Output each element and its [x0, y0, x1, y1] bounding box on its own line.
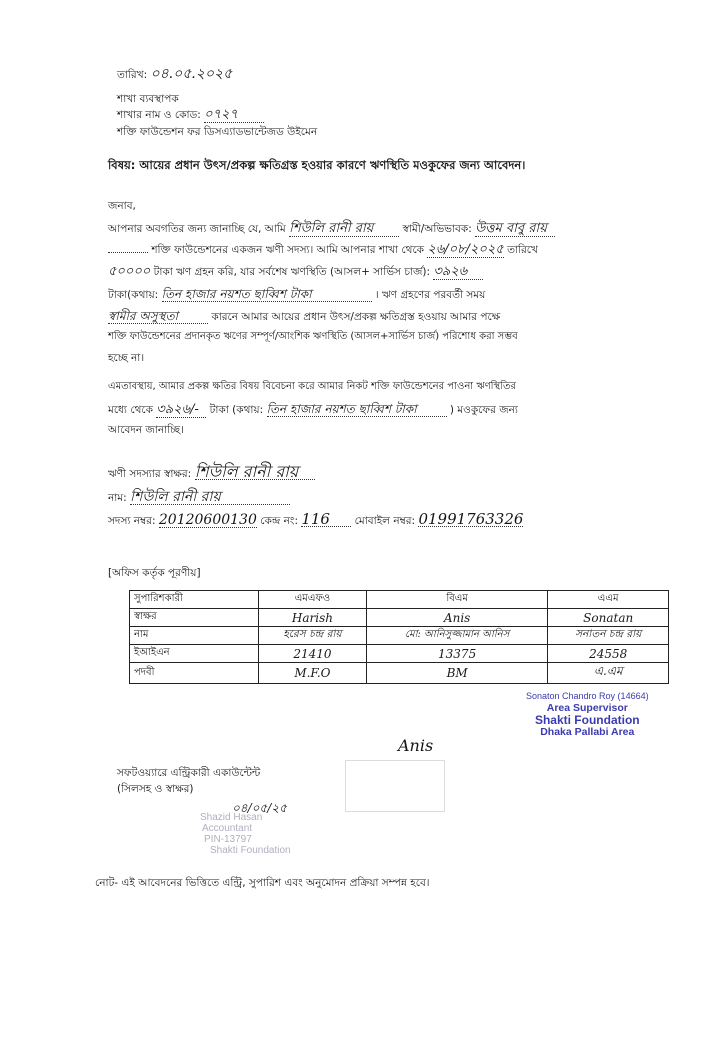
accountant-seal-line	[117, 782, 194, 796]
member-sign-label: ঋণী সদস্যার স্বাক্ষর:	[108, 468, 192, 480]
para1-line3	[108, 265, 483, 280]
para2-text-3: টাকা (কথায়:	[209, 404, 264, 416]
para2-line2	[108, 402, 518, 418]
am-name: সনাতন চন্দ্র রায়	[548, 627, 669, 645]
am-designation: এ.এম	[548, 663, 669, 684]
center-label: কেন্দ্র নং:	[260, 515, 298, 527]
date-line	[117, 62, 232, 86]
para2-text-2: মধ্যে থেকে	[108, 404, 153, 416]
para1-text-1: আপনার অবগতির জন্য জানাচ্ছি যে, আমি	[108, 223, 286, 235]
para1-line2	[108, 243, 538, 258]
mfo-signature: Harish	[259, 609, 367, 627]
para2-line3: আবেদন জানাচ্ছি।	[108, 424, 184, 436]
am-signature: Sonatan	[548, 609, 669, 627]
mfo-name: হরেস চন্দ্র রায়	[259, 627, 367, 645]
am-stamp-line4: Dhaka Pallabi Area	[540, 726, 635, 738]
accountant-title: সফটওয়্যারে এন্ট্রিকারী একাউন্টেন্ট	[117, 767, 261, 779]
para1-text-4: তারিখে	[507, 244, 538, 256]
para1-text-3: শক্তি ফাউন্ডেশনের একজন ঋণী সদস্য। আমি আপনার শাখা থেকে	[151, 244, 425, 256]
bm-name: মো: আনিসুজ্জামান আনিস	[366, 627, 548, 645]
para1-text-5: টাকা ঋণ গ্রহন করি, যার সর্বশেষ ঋণস্থিতি (আসল+ সার্ভিস চার্জ):	[153, 266, 431, 278]
member-name-label: নাম:	[108, 492, 127, 504]
balance-words-fill: তিন হাজার নয়শত ছাব্বিশ টাকা	[162, 287, 372, 302]
salutation: জনাব,	[108, 200, 136, 212]
mfo-designation: M.F.O	[259, 663, 367, 684]
branch-value: ০৭২৭	[204, 108, 264, 123]
org-line: শক্তি ফাউন্ডেশন ফর ডিসএ্যাডভান্টেজড উইমেন	[117, 126, 318, 138]
table-row	[130, 663, 669, 684]
waiver-words-fill: তিন হাজার নয়শত ছাব্বিশ টাকা	[267, 402, 447, 417]
para1-line5	[108, 309, 500, 324]
balance-fill: ৩৯২৬	[433, 265, 483, 280]
para1-line7: হচ্ছে না।	[108, 352, 145, 364]
addressee-title: শাখা ব্যবস্থাপক	[117, 93, 179, 105]
table-header-cell: সুপারিশকারী	[130, 591, 259, 609]
branch-label: শাখার নাম ও কোড:	[117, 109, 201, 121]
member-name-line	[108, 490, 290, 505]
am-stamp	[526, 690, 649, 738]
para1-line6: শক্তি ফাউন্ডেশনের প্রদানকৃত ঋণের সম্পূর্ণ/আংশিক ঋণস্থিতি (আসল+সার্ভিস চার্জ) পরিশোধ করা সম্ভব	[108, 331, 518, 342]
am-stamp-line2: Area Supervisor	[546, 702, 628, 714]
guardian-fill: উত্তম বাবু রায়	[475, 222, 555, 237]
mobile-value: 01991763326	[418, 510, 524, 528]
accountant-stamp-line3: PIN-13797	[204, 834, 252, 845]
para2-line1: এমতাবস্থায়, আমার প্রকল্প ক্ষতির বিষয় বিবেচনা করে আমার নিকট শক্তি ফাউন্ডেশনের পাওনা ঋণস্থিতির	[108, 381, 517, 392]
date-value: ০৪.০৫.২০২৫	[150, 66, 233, 82]
am-ein: 24558	[548, 645, 669, 663]
loan-date-fill: ২৬/০৮/২০২৫	[427, 242, 504, 257]
subject-line: বিষয়: আয়ের প্রধান উৎস/প্রকল্প ক্ষতিগ্রস্ত হওয়ার কারণে ঋণস্থিতি মওকুফের জন্য আবেদন।	[108, 158, 526, 172]
para1-text-8: কারনে আমার আয়ের প্রধান উৎস/প্রকল্প ক্ষতিগ্রস্ত হওয়ায় আমার পক্ষে	[211, 311, 501, 323]
member-number-label: সদস্য নম্বর:	[108, 515, 156, 527]
member-id-line	[108, 512, 523, 528]
member-signature: শিউলি রানী রায়	[195, 465, 315, 480]
table-header-cell: এএম	[548, 591, 669, 609]
faint-stamp-ghost	[345, 760, 445, 820]
member-name-value: শিউলি রানী রায়	[130, 490, 290, 505]
para2-text-4: ) মওকুফের জন্য	[449, 404, 518, 416]
reason-fill: স্বামীর অসুস্থতা	[108, 309, 208, 324]
row-label: ইআইএন	[130, 645, 259, 663]
para1-line4	[108, 287, 485, 302]
para1-blank	[108, 252, 148, 253]
table-header-cell: এমএফও	[259, 591, 367, 609]
date-label: তারিখ:	[117, 69, 148, 81]
bm-signature: Anis	[366, 609, 548, 627]
bm-designation: BM	[366, 663, 548, 684]
accountant-date: ০৪/০৫/২৫	[232, 801, 287, 815]
table-header-cell: বিএম	[366, 591, 548, 609]
table-header-row	[130, 591, 669, 609]
am-stamp-line1: Sonaton Chandro Roy (14664)	[526, 691, 649, 701]
branch-line	[117, 108, 264, 123]
table-row	[130, 645, 669, 663]
table-row	[130, 627, 669, 645]
waiver-amount-fill: ৩৯২৬/-	[156, 403, 206, 418]
loan-amount-fill: ৫০০০০	[108, 264, 151, 279]
mfo-ein: 21410	[259, 645, 367, 663]
member-sign-line	[108, 462, 315, 481]
para1-line1	[108, 222, 555, 237]
office-table	[129, 590, 669, 684]
accountant-seal-label: (সিলসহ ও স্বাক্ষর)	[117, 783, 194, 795]
accountant-stamp-line1: Shazid Hasan	[200, 812, 263, 823]
row-label: নাম	[130, 627, 259, 645]
accountant-stamp-line4: Shakti Foundation	[210, 845, 291, 856]
office-section-label: [অফিস কর্তৃক পূরণীয়]	[108, 567, 201, 579]
row-label: স্বাক্ষর	[130, 609, 259, 627]
row-label: পদবী	[130, 663, 259, 684]
am-stamp-line3: Shakti Foundation	[534, 713, 640, 727]
mobile-label: মোবাইল নম্বর:	[354, 515, 416, 527]
para1-text-6: টাকা(কথায়:	[108, 289, 159, 301]
accountant-stamp-line2: Accountant	[202, 823, 253, 834]
center-value: 116	[301, 512, 351, 527]
accountant-stamp	[190, 812, 291, 856]
table-row	[130, 609, 669, 627]
member-name-fill: শিউলি রানী রায়	[289, 222, 399, 237]
bm-initial-signature: Anis	[398, 736, 434, 755]
para1-text-7: । ঋণ গ্রহণের পরবর্তী সময়	[374, 289, 486, 301]
bm-ein: 13375	[366, 645, 548, 663]
footer-note: নোট- এই আবেদনের ভিত্তিতে এন্ট্রি, সুপারিশ এবং অনুমোদন প্রক্রিয়া সম্পন্ন হবে।	[95, 877, 430, 889]
member-number-value: 20120600130	[158, 512, 257, 528]
para1-text-2: স্বামী/অভিভাবক:	[402, 223, 472, 235]
